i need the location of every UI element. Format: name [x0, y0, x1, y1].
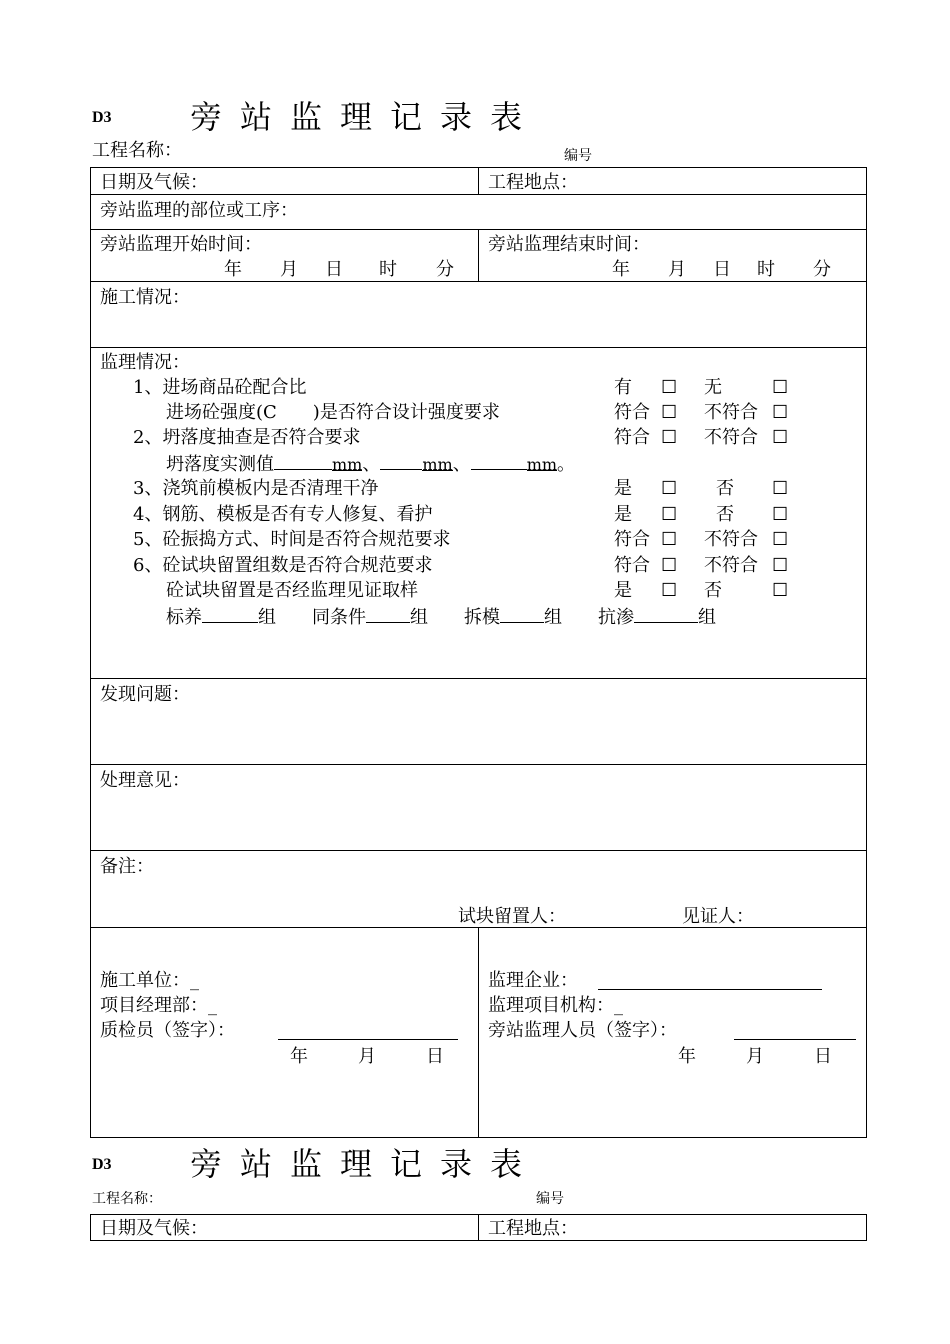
inspector-label: 质检员（签字）： — [100, 1020, 235, 1041]
col-divider — [478, 927, 479, 1138]
std-cure-count[interactable] — [202, 606, 258, 623]
answer-shi: 是 — [614, 580, 632, 601]
contractor-label: 施工单位：_ — [100, 970, 199, 991]
group-unit: 组 — [698, 607, 716, 628]
supervision-label: 监理情况： — [100, 352, 190, 373]
part-process-label: 旁站监理的部位或工序： — [100, 200, 298, 221]
item-2: 2、坍落度抽查是否符合要求 — [133, 427, 361, 448]
project-location-label: 工程地点： — [488, 172, 578, 193]
answer-fuhe: 符合 — [614, 529, 650, 550]
answer-fuhe: 符合 — [614, 555, 650, 576]
item-3: 3、浇筑前模板内是否清理干净 — [133, 478, 379, 499]
checkbox[interactable]: ☐ — [661, 478, 678, 499]
end-year: 年 — [612, 259, 630, 280]
checkbox[interactable]: ☐ — [772, 504, 789, 525]
slump-value-3[interactable] — [471, 453, 527, 470]
supervisor-person-label: 旁站监理人员（签字）： — [488, 1020, 677, 1041]
checkbox[interactable]: ☐ — [661, 580, 678, 601]
checkbox[interactable]: ☐ — [661, 402, 678, 423]
same-cond-count[interactable] — [366, 606, 410, 623]
right-date-day: 日 — [814, 1046, 832, 1067]
right-date-month: 月 — [746, 1046, 764, 1067]
pm-dept-label: 项目经理部：_ — [100, 995, 217, 1016]
opinions-label: 处理意见： — [100, 770, 190, 791]
construction-label: 施工情况： — [100, 287, 190, 308]
form-title: 旁站监理记录表 — [190, 98, 541, 136]
group-unit: 组 — [544, 607, 562, 628]
col-divider — [478, 167, 479, 195]
sample-groups — [166, 606, 716, 629]
form2-code: D3 — [92, 1156, 112, 1173]
item-6: 6、砼试块留置组数是否符合规范要求 — [133, 555, 433, 576]
form2-date-weather-label: 日期及气候： — [100, 1218, 208, 1239]
supervisor-org-label: 监理项目机构：_ — [488, 995, 623, 1016]
mm-unit: mm — [422, 455, 453, 474]
checkbox[interactable]: ☐ — [661, 504, 678, 525]
supervisor-signature-line[interactable] — [734, 1039, 856, 1040]
period: 。 — [557, 454, 576, 475]
answer-fou: 否 — [716, 478, 734, 499]
separator: 、 — [362, 454, 381, 475]
supervisor-company-label: 监理企业： — [488, 970, 578, 991]
item-1: 1、进场商品砼配合比 — [133, 377, 307, 398]
item-6b: 砼试块留置是否经监理见证取样 — [166, 580, 418, 601]
col-divider — [478, 229, 479, 282]
item-5: 5、砼振捣方式、时间是否符合规范要求 — [133, 529, 451, 550]
start-hour: 时 — [379, 259, 397, 280]
answer-wu: 无 — [704, 377, 722, 398]
form-code: D3 — [92, 109, 112, 126]
inspector-signature-line[interactable] — [278, 1039, 458, 1040]
checkbox[interactable]: ☐ — [661, 555, 678, 576]
end-time-label: 旁站监理结束时间： — [488, 234, 650, 255]
impermeable-count[interactable] — [634, 606, 698, 623]
checkbox[interactable]: ☐ — [772, 377, 789, 398]
slump-value-1[interactable] — [274, 453, 332, 470]
row-divider — [90, 347, 867, 348]
separator: 、 — [452, 454, 471, 475]
mm-unit: mm — [332, 455, 363, 474]
end-hour: 时 — [757, 259, 775, 280]
demold-count[interactable] — [500, 606, 544, 623]
end-day: 日 — [713, 259, 731, 280]
form2-number-label: 编号 — [536, 1191, 564, 1207]
answer-fou: 否 — [704, 580, 722, 601]
number-label: 编号 — [564, 148, 592, 164]
start-day: 日 — [325, 259, 343, 280]
checkbox[interactable]: ☐ — [772, 529, 789, 550]
checkbox[interactable]: ☐ — [661, 377, 678, 398]
form2-project-name-label: 工程名称： — [92, 1191, 162, 1207]
demold-label: 拆模 — [464, 607, 500, 628]
form2-project-location-label: 工程地点： — [488, 1218, 578, 1239]
item-2b-label: 坍落度实测值 — [166, 454, 274, 475]
checkbox[interactable]: ☐ — [772, 478, 789, 499]
checkbox[interactable]: ☐ — [661, 427, 678, 448]
form2-col-divider — [478, 1214, 479, 1241]
answer-bufuhe: 不符合 — [704, 529, 758, 550]
answer-you: 有 — [614, 377, 632, 398]
date-weather-label: 日期及气候： — [100, 172, 208, 193]
answer-fuhe: 符合 — [614, 402, 650, 423]
problems-label: 发现问题： — [100, 684, 190, 705]
group-unit: 组 — [258, 607, 276, 628]
left-date-month: 月 — [358, 1046, 376, 1067]
start-month: 月 — [280, 259, 298, 280]
answer-shi: 是 — [614, 504, 632, 525]
row-divider — [90, 764, 867, 765]
checkbox[interactable]: ☐ — [772, 402, 789, 423]
answer-fuhe: 符合 — [614, 427, 650, 448]
row-divider — [90, 850, 867, 851]
answer-fou: 否 — [716, 504, 734, 525]
project-name-label: 工程名称： — [92, 140, 182, 161]
checkbox[interactable]: ☐ — [772, 580, 789, 601]
same-cond-label: 同条件 — [312, 607, 366, 628]
form2-title: 旁站监理记录表 — [190, 1145, 541, 1183]
answer-bufuhe: 不符合 — [704, 402, 758, 423]
item-1b — [166, 402, 500, 424]
supervisor-company-line[interactable] — [598, 989, 822, 990]
right-date-year: 年 — [678, 1046, 696, 1067]
slump-value-2[interactable] — [380, 453, 422, 470]
item-1b-prefix: 进场砼强度(C — [166, 402, 277, 423]
answer-bufuhe: 不符合 — [704, 555, 758, 576]
item-4: 4、钢筋、模板是否有专人修复、看护 — [133, 504, 433, 525]
start-minute: 分 — [436, 259, 454, 280]
checkbox[interactable]: ☐ — [772, 427, 789, 448]
std-cure-label: 标养 — [166, 607, 202, 628]
end-month: 月 — [668, 259, 686, 280]
mm-unit: mm — [526, 455, 558, 474]
row-divider — [90, 678, 867, 679]
impermeable-label: 抗渗 — [598, 607, 634, 628]
start-year: 年 — [224, 259, 242, 280]
checkbox[interactable]: ☐ — [661, 529, 678, 550]
item-1b-suffix: )是否符合设计强度要求 — [312, 402, 500, 423]
sample-person-label: 试块留置人： — [458, 906, 566, 927]
group-unit: 组 — [410, 607, 428, 628]
answer-bufuhe: 不符合 — [704, 427, 758, 448]
remarks-label: 备注： — [100, 856, 154, 877]
checkbox[interactable]: ☐ — [772, 555, 789, 576]
witness-label: 见证人： — [682, 906, 754, 927]
left-date-day: 日 — [426, 1046, 444, 1067]
answer-shi: 是 — [614, 478, 632, 499]
end-minute: 分 — [813, 259, 831, 280]
left-date-year: 年 — [290, 1046, 308, 1067]
start-time-label: 旁站监理开始时间： — [100, 234, 262, 255]
item-2b — [166, 453, 575, 476]
